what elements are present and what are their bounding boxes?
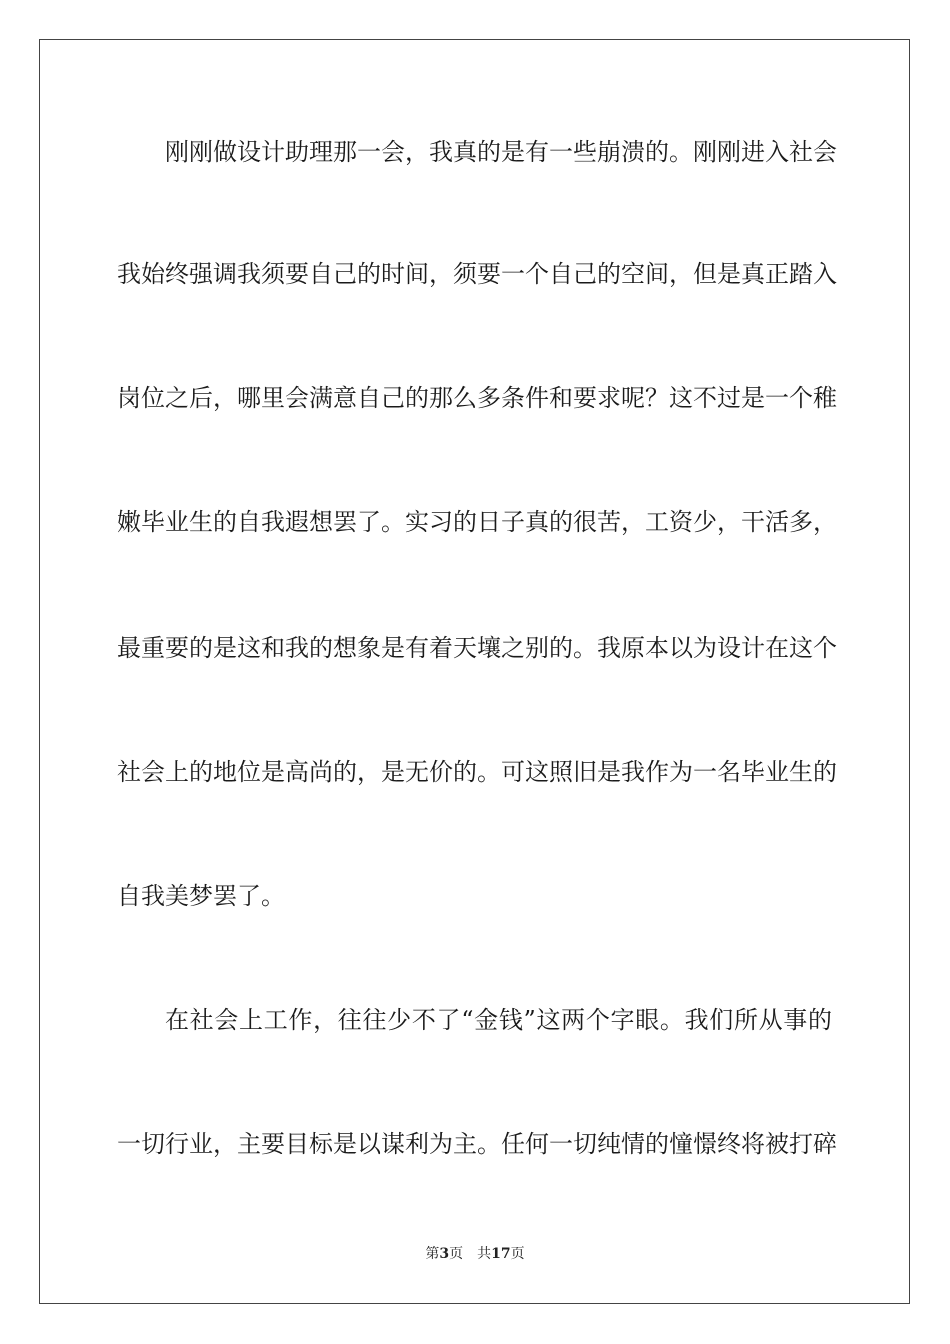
paragraph-line: 自我美梦罢了。 (117, 882, 285, 910)
paragraph-line: 在社会上工作，往往少不了“金钱”这两个字眼。我们所从事的 (165, 1006, 832, 1034)
page-border (39, 39, 910, 1304)
paragraph-line: 嫩毕业生的自我遐想罢了。实习的日子真的很苦，工资少，干活多， (117, 508, 837, 536)
paragraph-line: 一切行业，主要目标是以谋利为主。任何一切纯情的憧憬终将被打碎 (117, 1130, 837, 1158)
paragraph-line: 最重要的是这和我的想象是有着天壤之别的。我原本以为设计在这个 (117, 634, 837, 662)
total-suffix: 页 (510, 1246, 525, 1262)
total-pages: 17 (491, 1246, 511, 1262)
page-prefix: 第 (425, 1246, 440, 1262)
paragraph-line: 岗位之后，哪里会满意自己的那么多条件和要求呢？这不过是一个稚 (117, 384, 837, 412)
page-footer (0, 1244, 950, 1264)
page-suffix: 页 (449, 1246, 464, 1262)
paragraph-line: 刚刚做设计助理那一会，我真的是有一些崩溃的。刚刚进入社会 (165, 138, 837, 166)
page-number: 3 (439, 1246, 450, 1262)
paragraph-line: 社会上的地位是高尚的，是无价的。可这照旧是我作为一名毕业生的 (117, 758, 837, 786)
paragraph-line: 我始终强调我须要自己的时间，须要一个自己的空间，但是真正踏入 (117, 260, 837, 288)
total-prefix: 共 (477, 1246, 492, 1262)
